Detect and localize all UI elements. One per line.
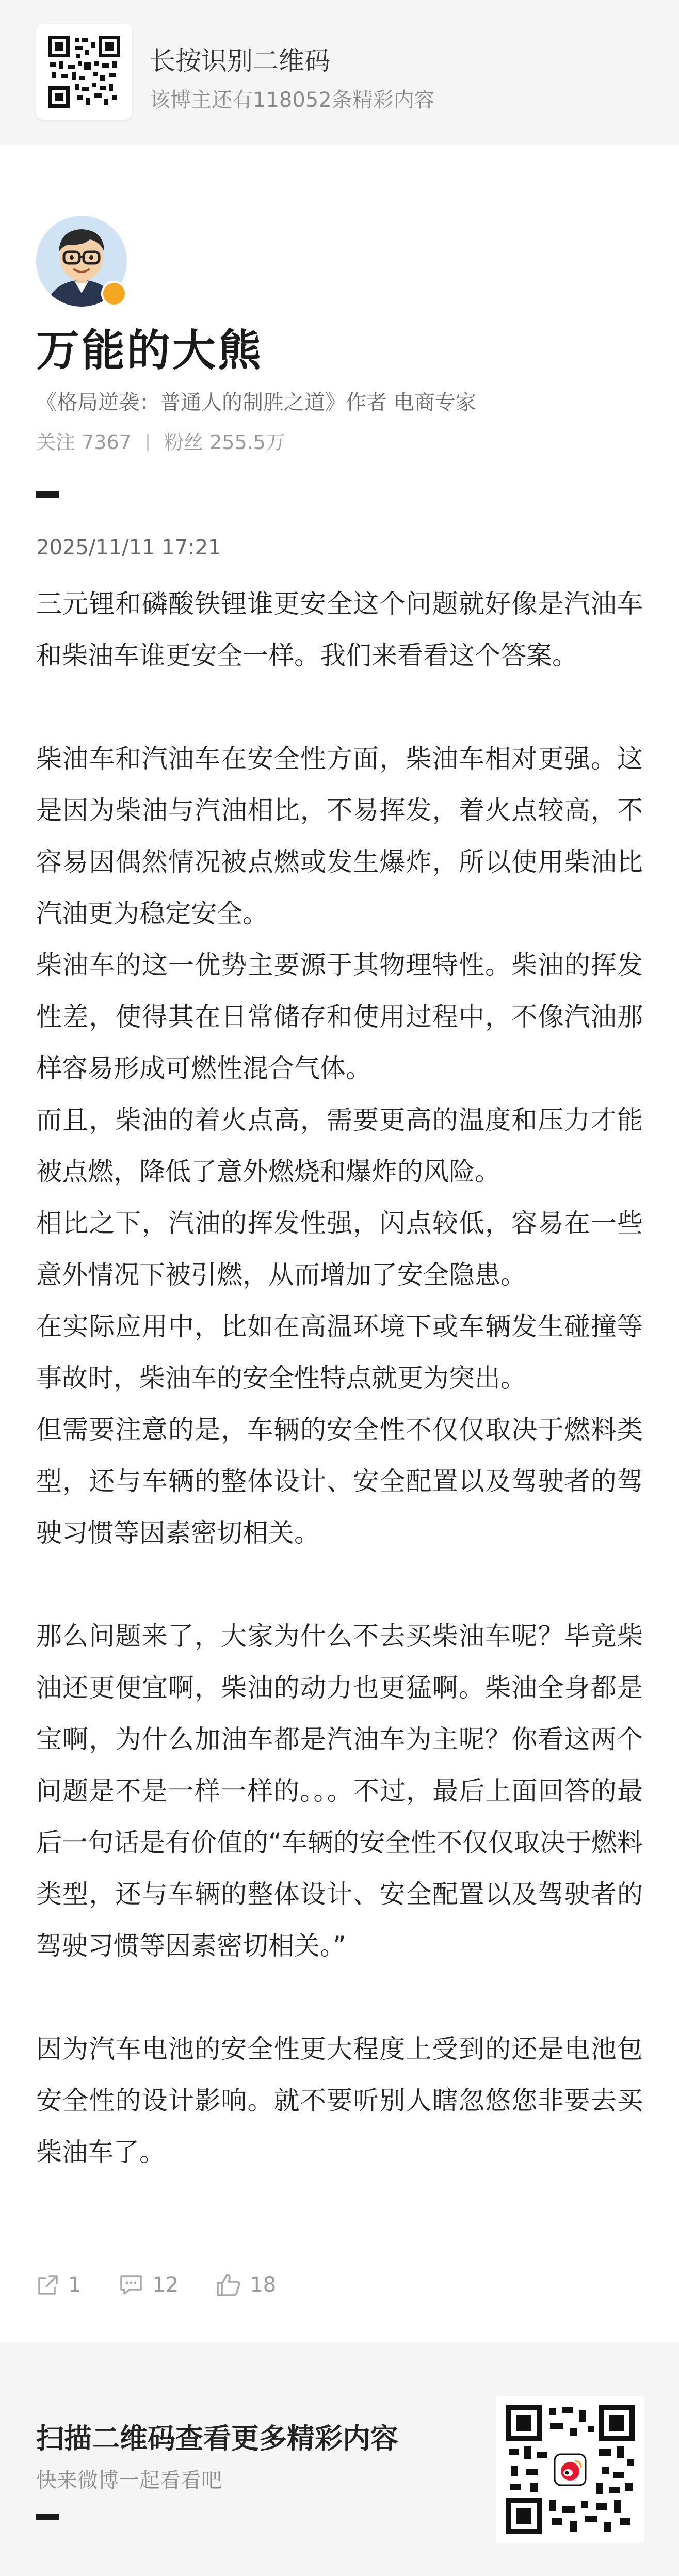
following-label: 关注 bbox=[36, 431, 76, 454]
following-count[interactable]: 7367 bbox=[82, 431, 132, 454]
post-paragraph: 那么问题来了，大家为什么不去买柴油车呢？毕竟柴油还更便宜啊，柴油的动力也更猛啊。柴油全身都是宝啊，为什么加油车都是汽油车为主呢？你看这两个问题是不是一样一样的。。。不过，最后上面回答的最后一句话是有价值的“车辆的安全性不仅仅取决于燃料类型，还与车辆的整体设计、安全配置以及驾驶者的驾驶习惯等因素密切相关。” bbox=[36, 1621, 643, 1961]
bottom-qr-banner bbox=[0, 2342, 679, 2576]
post-paragraph: 相比之下，汽油的挥发性强，闪点较低，容易在一些意外情况下被引燃，从而增加了安全隐患。 bbox=[36, 1208, 643, 1290]
bottom-divider bbox=[36, 2514, 59, 2520]
top-qr-code[interactable] bbox=[36, 24, 132, 120]
bottom-banner-title: 扫描二维码查看更多精彩内容 bbox=[36, 2422, 398, 2455]
post-action-bar bbox=[36, 2267, 313, 2303]
post-paragraph: 柴油车的这一优势主要源于其物理特性。柴油的挥发性差，使得其在日常储存和使用过程中，不像汽油那样容易形成可燃性混合气体。 bbox=[36, 950, 643, 1083]
qr-code-icon bbox=[506, 2405, 635, 2534]
comment-icon bbox=[118, 2273, 144, 2297]
section-divider bbox=[36, 491, 59, 498]
bottom-banner-subtitle: 快来微博一起看看吧 bbox=[36, 2469, 222, 2492]
followers-count[interactable]: 255.5万 bbox=[209, 431, 285, 454]
top-banner-title: 长按识别二维码 bbox=[150, 46, 330, 76]
paragraph-gap bbox=[36, 1972, 643, 2023]
author-stats bbox=[36, 426, 285, 455]
share-button[interactable] bbox=[36, 2273, 81, 2297]
post-date: 2025/11/11 17:21 bbox=[36, 536, 221, 559]
like-button[interactable] bbox=[216, 2273, 276, 2297]
post-paragraph: 但需要注意的是，车辆的安全性不仅仅取决于燃料类型，还与车辆的整体设计、安全配置以及驾驶者的驾驶习惯等因素密切相关。 bbox=[36, 1415, 643, 1548]
thumbs-up-icon bbox=[216, 2273, 241, 2297]
author-name[interactable]: 万能的大熊 bbox=[36, 325, 264, 376]
top-qr-banner bbox=[0, 0, 679, 145]
paragraph-gap bbox=[36, 1559, 643, 1610]
post-content bbox=[36, 578, 643, 2178]
qr-code-icon bbox=[48, 36, 120, 108]
like-count: 18 bbox=[250, 2273, 277, 2297]
post-paragraph: 柴油车和汽油车在安全性方面，柴油车相对更强。这是因为柴油与汽油相比，不易挥发，着火点较高，不容易因偶然情况被点燃或发生爆炸，所以使用柴油比汽油更为稳定安全。 bbox=[36, 744, 643, 929]
verified-badge-icon bbox=[101, 281, 127, 307]
stats-divider bbox=[147, 434, 149, 451]
post-paragraph: 而且，柴油的着火点高，需要更高的温度和压力才能被点燃，降低了意外燃烧和爆炸的风险。 bbox=[36, 1105, 643, 1187]
author-description: 《格局逆袭：普通人的制胜之道》作者 电商专家 bbox=[36, 391, 476, 414]
comment-count: 12 bbox=[152, 2273, 179, 2297]
share-icon bbox=[36, 2273, 60, 2297]
comment-button[interactable] bbox=[118, 2273, 179, 2297]
paragraph-gap bbox=[36, 681, 643, 733]
post-paragraph: 三元锂和磷酸铁锂谁更安全这个问题就好像是汽油车和柴油车谁更安全一样。我们来看看这个答案。 bbox=[36, 589, 643, 670]
post-paragraph: 因为汽车电池的安全性更大程度上受到的还是电池包安全性的设计影响。就不要听别人瞎忽悠您非要去买柴油车了。 bbox=[36, 2034, 643, 2167]
top-banner-subtitle: 该博主还有118052条精彩内容 bbox=[150, 88, 435, 112]
share-count: 1 bbox=[68, 2273, 82, 2297]
post-paragraph: 在实际应用中，比如在高温环境下或车辆发生碰撞等事故时，柴油车的安全性特点就更为突出。 bbox=[36, 1311, 643, 1393]
followers-label: 粉丝 bbox=[164, 431, 204, 454]
bottom-qr-code[interactable] bbox=[496, 2396, 644, 2543]
